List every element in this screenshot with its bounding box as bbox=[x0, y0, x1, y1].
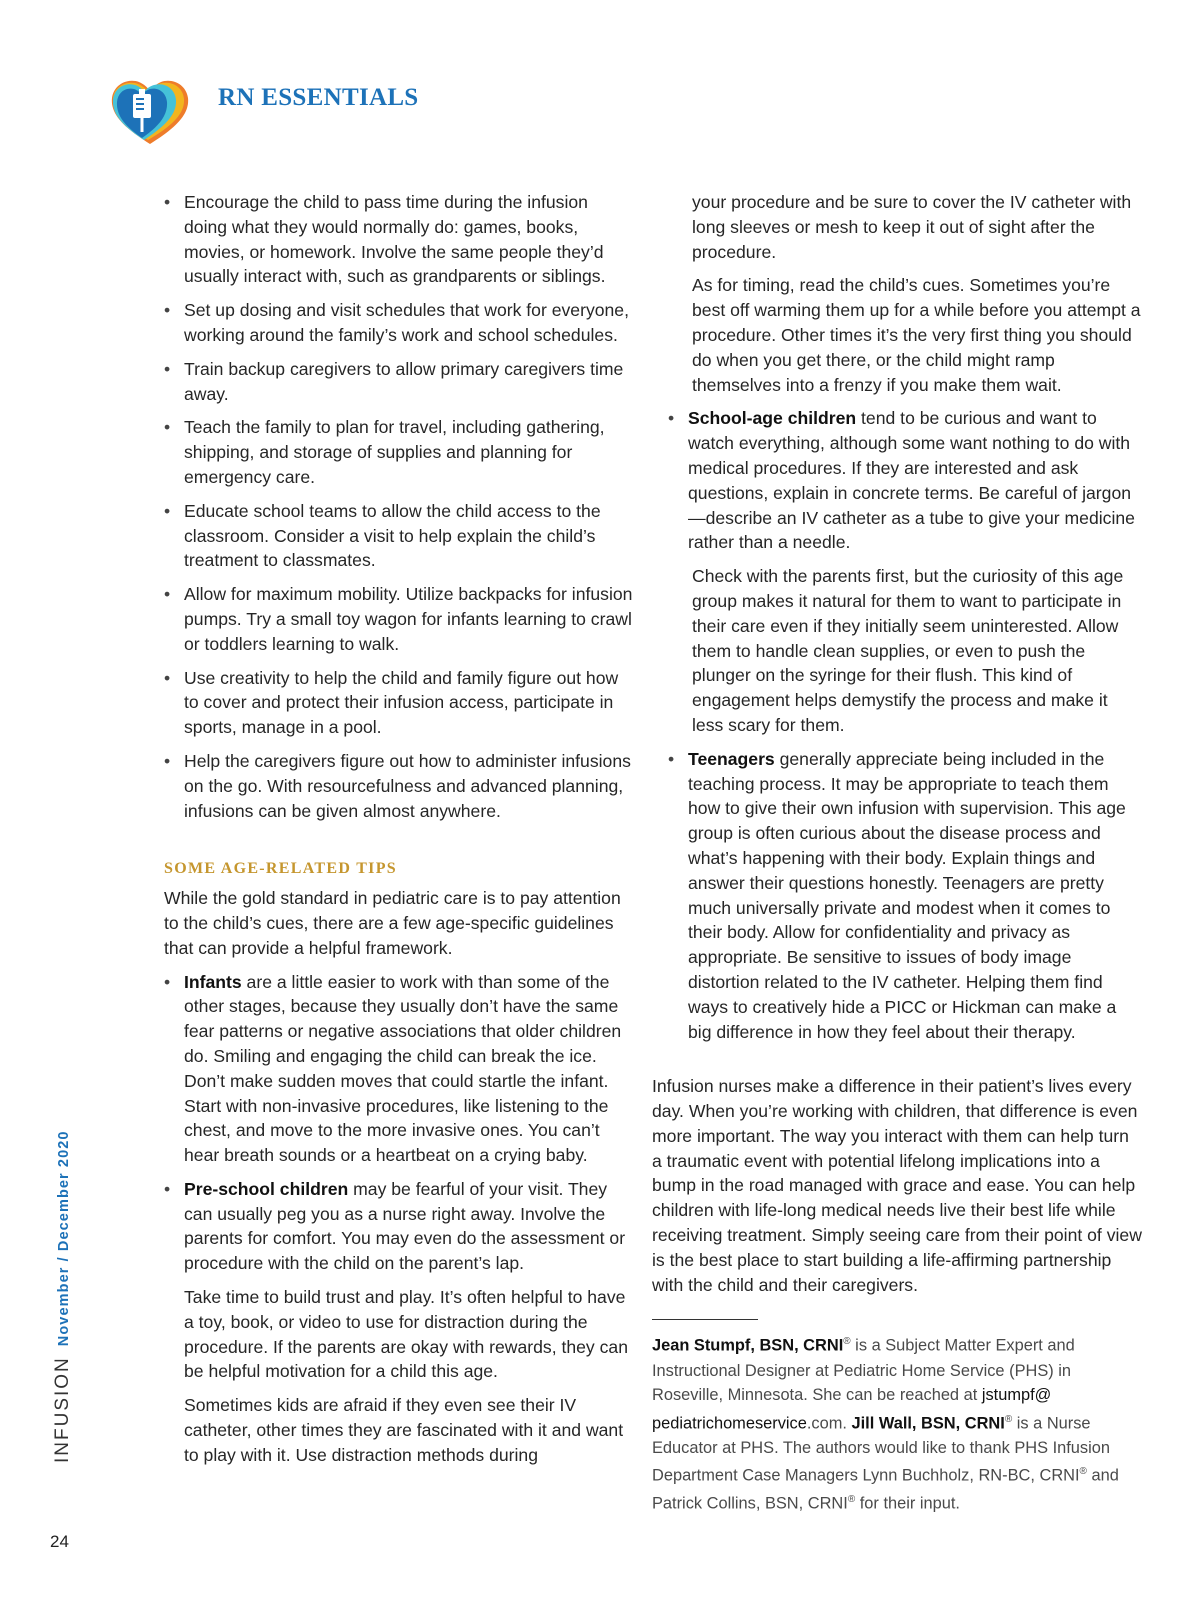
author-email: jstumpf@ bbox=[981, 1386, 1052, 1405]
list-item: • Educate school teams to allow the child access to the classroom. Consider a visit to help explain the child’s treatment to classmates. bbox=[164, 499, 634, 573]
school-text: tend to be curious and want to watch everything, although some want nothing to do with medical procedures. If they are interested and ask questions, explain in concrete terms. Be careful of jargon—describe an IV catheter as a tube to give your medicine rather than a needle. bbox=[688, 408, 1135, 553]
heart-iv-bag-icon bbox=[108, 76, 192, 146]
registered-mark: ® bbox=[843, 1336, 851, 1348]
age-tips-list bbox=[164, 970, 634, 1277]
page-number: 24 bbox=[50, 1532, 69, 1551]
list-item-infants bbox=[164, 970, 634, 1168]
age-tips-heading: SOME AGE-RELATED TIPS bbox=[164, 860, 397, 878]
author-name: Jean Stumpf, BSN, CRNI bbox=[652, 1336, 844, 1355]
bio-divider bbox=[652, 1319, 758, 1320]
preschool-text: may be fearful of your visit. They can usually peg you as a nurse right away. Involve the parents for comfort. You may even do the assessment or procedure with the child on the parent’s lap. bbox=[184, 1178, 626, 1274]
left-column bbox=[164, 190, 634, 1477]
registered-mark: ® bbox=[1004, 1413, 1013, 1425]
infants-text: are a little easier to work with than some of the other stages, because they usually don’t have the same fear patterns or negative associations that older children do. Smiling and engaging the child can break the ice. Don’t make sudden moves that could startle the infant. Start with non-invasive procedures, like listening to the chest, and move to the more invasive ones. You can’t hear breath sounds or a heartbeat on a crying baby. bbox=[184, 971, 622, 1166]
right-column bbox=[652, 190, 1142, 1517]
issue-footer bbox=[52, 1130, 74, 1463]
timing-paragraph: As for timing, read the child’s cues. Sometimes you’re best off warming them up for a while before you attempt a procedure. Other times it’s the very first thing you should do when you get there, or the child might ramp themselves into a frenzy if you make them wait. bbox=[692, 275, 1141, 395]
age-tips-list-continued bbox=[668, 406, 1142, 555]
list-item: • Train backup caregivers to allow primary caregivers time away. bbox=[164, 357, 634, 407]
list-item: • Encourage the child to pass time during the infusion doing what they would normally do: games, books, movies, or homework. Involve the same people they’d usually interact with, such as grandparents or siblings. bbox=[164, 190, 634, 289]
registered-mark: ® bbox=[847, 1494, 856, 1506]
preschool-lead: Pre-school children bbox=[184, 1178, 349, 1199]
preschool-paragraph: Take time to build trust and play. It’s often helpful to have a toy, book, or video to use for distraction during the procedure. If the parents are okay with rewards, they can be helpful motivation for a child this age. bbox=[184, 1287, 628, 1382]
care-tips-list bbox=[164, 190, 634, 823]
list-item: • Use creativity to help the child and family figure out how to cover and protect their infusion access, participate in sports, manage in a pool. bbox=[164, 666, 634, 740]
age-tips-intro: While the gold standard in pediatric care is to pay attention to the child’s cues, there are a few age-specific guidelines that can provide a helpful framework. bbox=[164, 888, 621, 958]
author-name: Jill Wall, BSN, CRNI bbox=[851, 1414, 1005, 1433]
list-item: • Set up dosing and visit schedules that work for everyone, working around the family’s work and school schedules. bbox=[164, 298, 634, 348]
list-item: • Teach the family to plan for travel, including gathering, shipping, and storage of supplies and planning for emergency care. bbox=[164, 415, 634, 489]
registered-mark: ® bbox=[1079, 1466, 1087, 1478]
magazine-title: INFUSION bbox=[52, 1356, 73, 1463]
continued-paragraph: your procedure and be sure to cover the IV catheter with long sleeves or mesh to keep it out of sight after the procedure. bbox=[692, 192, 1132, 262]
school-lead: School-age children bbox=[688, 408, 857, 429]
preschool-paragraph: Sometimes kids are afraid if they even see their IV catheter, other times they are fascinated with it and want to play with it. Use distraction methods during bbox=[184, 1395, 624, 1465]
infants-lead: Infants bbox=[184, 971, 242, 992]
author-bio: Jean Stumpf, BSN, CRNI® is a Subject Matter Expert and Instructional Designer at Pediatric Home Service (PHS) in Roseville, Minnesota. She can be reached at jstumpf@ pediatrichomeservice.com. Jill Wall, BSN, CRNI® is a Nurse Educator at PHS. The authors would like to thank PHS Infusion Department Case Managers Lynn Buchholz, RN-BC, CRNI® and Patrick Collins, BSN, CRNI® for their input. bbox=[652, 1336, 1119, 1513]
teen-text: generally appreciate being included in the teaching process. It may be appropriate to teach them how to give their own infusion with supervision. This age group is often curious about the disease process and what’s happening with their body. Explain things and answer their questions honestly. Teenagers are pretty much universally private and modest when it comes to their body. Allow for confidentiality and privacy as appropriate. Be sensitive to issues of body image distortion related to the IV catheter. Helping them find ways to creatively hide a PICC or Hickman can make a big difference in how they feel about their therapy. bbox=[688, 748, 1126, 1042]
list-item-teenagers bbox=[668, 747, 1142, 1045]
list-item-preschool bbox=[164, 1177, 634, 1276]
issue-date: November / December 2020 bbox=[56, 1130, 72, 1347]
author-email: pediatrichomeservice bbox=[652, 1414, 807, 1433]
teen-lead: Teenagers bbox=[688, 748, 775, 769]
age-tips-list-teens bbox=[668, 747, 1142, 1045]
list-item-school-age bbox=[668, 406, 1142, 555]
list-item: • Allow for maximum mobility. Utilize backpacks for infusion pumps. Try a small toy wagon for infants learning to crawl or toddlers learning to walk. bbox=[164, 582, 634, 656]
section-title: RN ESSENTIALS bbox=[218, 84, 419, 111]
list-item: • Help the caregivers figure out how to administer infusions on the go. With resourcefulness and advanced planning, infusions can be given almost anywhere. bbox=[164, 749, 634, 823]
school-paragraph: Check with the parents first, but the curiosity of this age group makes it natural for them to want to participate in their care even if they initially seem uninterested. Allow them to handle clean supplies, or even to push the plunger on the syringe for their flush. This kind of engagement helps demystify the process and make it less scary for them. bbox=[692, 566, 1124, 735]
closing-paragraph: Infusion nurses make a difference in their patient’s lives every day. When you’re working with children, that difference is even more important. The way you interact with them can help turn a traumatic event with potential lifelong implications into a bump in the road managed with grace and ease. You can help children with life-long medical needs live their best life while receiving treatment. Simply seeing care from their point of view is the best place to start building a life-affirming partnership with the child and their caregivers. bbox=[652, 1076, 1142, 1295]
